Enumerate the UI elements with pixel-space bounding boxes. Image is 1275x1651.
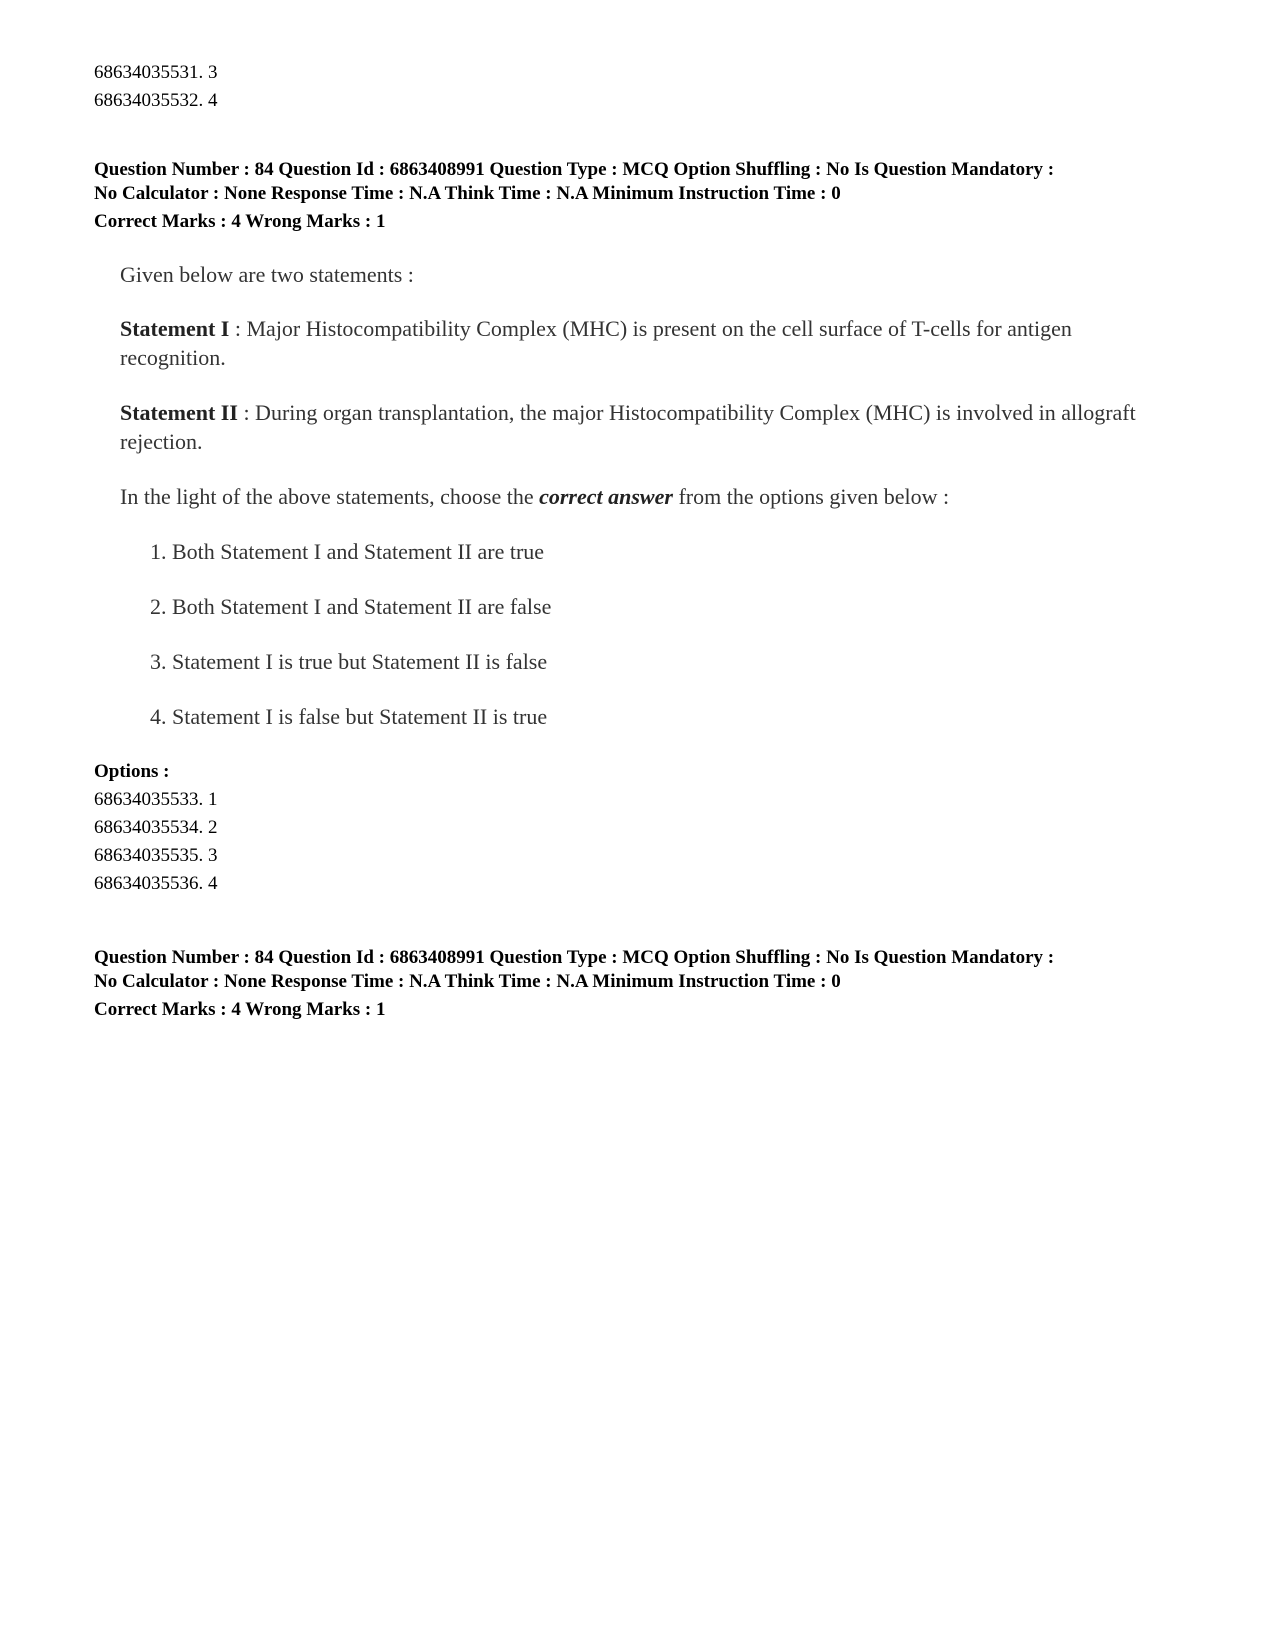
options-heading: Options : [94,761,170,782]
statement-two-text: : During organ transplantation, the major Histocompatibility Complex (MHC) is involved in allograft rejection. [120,400,1136,454]
statement-two [120,398,1180,456]
statement-one-text: : Major Histocompatibility Complex (MHC) is present on the cell surface of T-cells for antigen recognition. [120,316,1072,370]
answer-choice: 1. Both Statement I and Statement II are true [150,539,545,564]
previous-question-options [94,59,218,115]
question-meta [94,158,1234,234]
question-meta-line: Question Number : 84 Question Id : 6863408991 Question Type : MCQ Option Shuffling : No Is Question Mandatory : [94,159,1055,180]
question-instruction [120,482,949,511]
marks-line: Correct Marks : 4 Wrong Marks : 1 [94,999,386,1020]
answer-choice: 2. Both Statement I and Statement II are false [150,594,552,619]
option-id-line: 68634035536. 4 [94,873,218,894]
options-list [94,758,218,898]
statement-two-label: Statement II [120,400,238,425]
option-id-line: 68634035533. 1 [94,789,218,810]
instruction-text: In the light of the above statements, choose the [120,484,540,509]
statement-one-label: Statement I [120,316,230,341]
answer-choice: 4. Statement I is false but Statement II is true [150,704,548,729]
answer-choice: 3. Statement I is true but Statement II is false [150,649,548,674]
option-id-line: 68634035531. 3 [94,62,218,83]
next-question-meta [94,946,1234,1022]
option-id-line: 68634035534. 2 [94,817,218,838]
option-id-line: 68634035532. 4 [94,90,218,111]
instruction-emphasis: correct answer [539,484,673,509]
question-meta-line: Question Number : 84 Question Id : 6863408991 Question Type : MCQ Option Shuffling : No Is Question Mandatory : [94,947,1055,968]
marks-line: Correct Marks : 4 Wrong Marks : 1 [94,211,386,232]
instruction-text: from the options given below : [672,484,950,509]
question-meta-line: No Calculator : None Response Time : N.A Think Time : N.A Minimum Instruction Time : 0 [94,183,841,204]
question-meta-line: No Calculator : None Response Time : N.A Think Time : N.A Minimum Instruction Time : 0 [94,971,841,992]
option-id-line: 68634035535. 3 [94,845,218,866]
statement-one [120,314,1180,372]
question-intro: Given below are two statements : [120,262,414,287]
